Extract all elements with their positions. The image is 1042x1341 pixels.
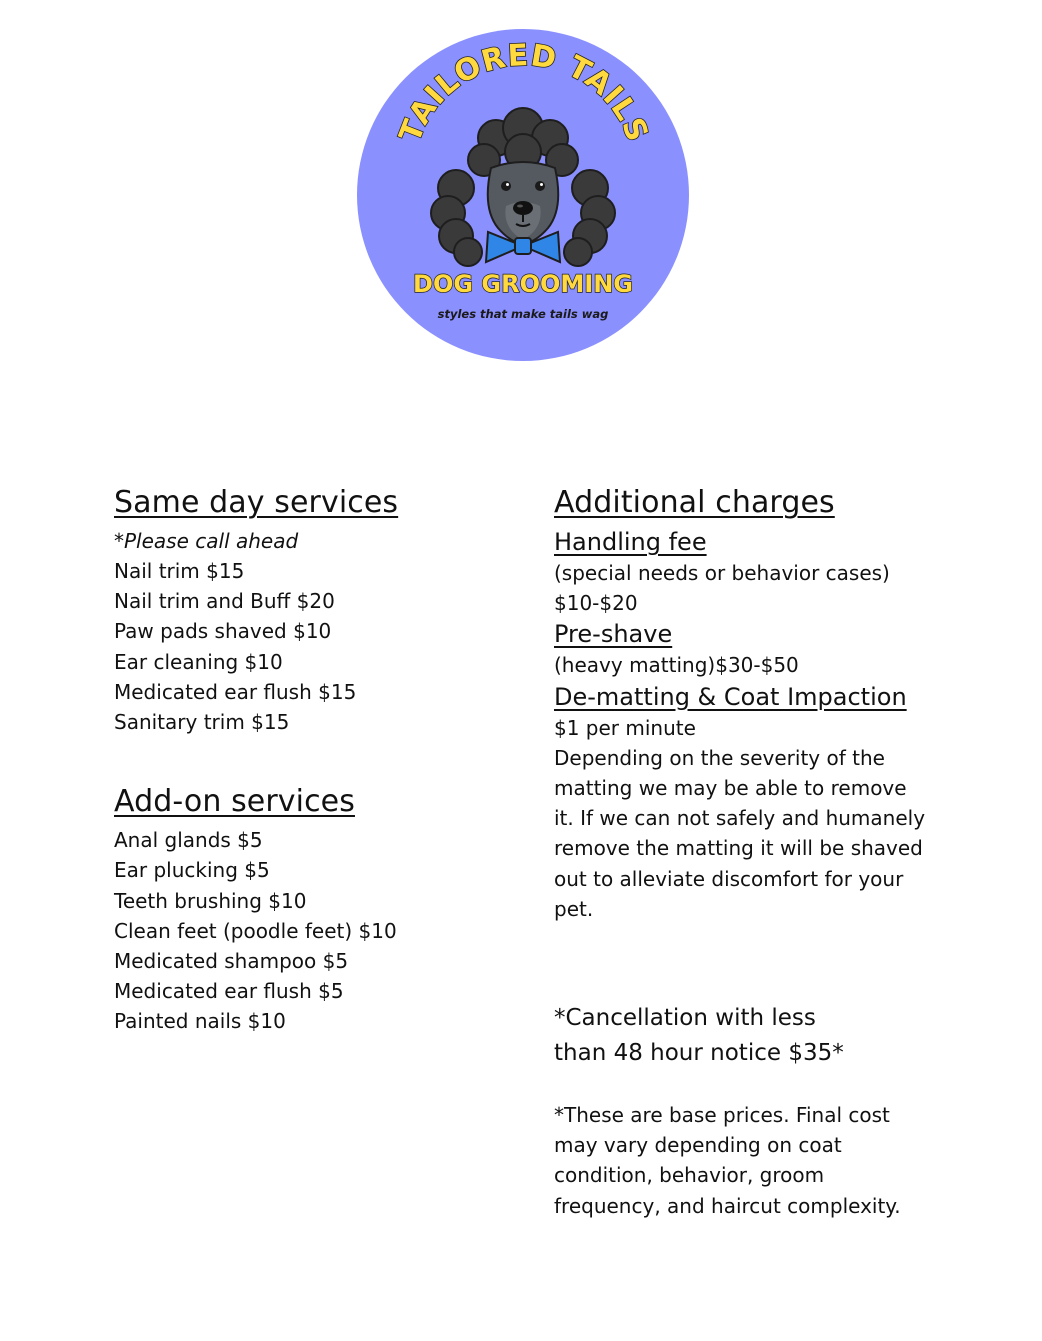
list-item: Anal glands $5	[114, 828, 263, 853]
list-item: Teeth brushing $10	[114, 888, 307, 913]
list-item: Paw pads shaved $10	[114, 619, 332, 644]
cancellation-line: *Cancellation with less	[554, 1005, 816, 1031]
logo-graphic	[356, 28, 690, 362]
cancellation-policy	[554, 1001, 954, 1071]
base-prices-note	[554, 1100, 954, 1221]
list-item: Medicated shampoo $5	[114, 949, 349, 974]
handling-fee-description: (special needs or behavior cases)	[554, 561, 890, 585]
right-column	[554, 484, 954, 924]
dematting-description	[554, 743, 954, 924]
same-day-list	[114, 556, 524, 737]
call-ahead-note: *Please call ahead	[114, 529, 299, 553]
list-item: Painted nails $10	[114, 1009, 286, 1034]
addon-list	[114, 825, 524, 1036]
base-prices-line: condition, behavior, groom	[554, 1163, 825, 1188]
paragraph-line: pet.	[554, 896, 594, 921]
business-logo	[356, 28, 690, 362]
list-item: Nail trim and Buff $20	[114, 589, 335, 614]
list-item: Ear plucking $5	[114, 858, 270, 883]
paragraph-line: Depending on the severity of the	[554, 745, 885, 770]
dematting-rate: $1 per minute	[554, 715, 696, 740]
logo-main-text: DOG GROOMING	[413, 270, 633, 298]
addon-heading: Add-on services	[114, 784, 355, 820]
preshave-price: (heavy matting)$30-$50	[554, 653, 799, 678]
base-prices-line: frequency, and haircut complexity.	[554, 1193, 901, 1218]
paragraph-line: it. If we can not safely and humanely	[554, 806, 926, 831]
list-item: Ear cleaning $10	[114, 649, 283, 674]
list-item: Clean feet (poodle feet) $10	[114, 918, 397, 943]
logo-title: TAILORED TAILS	[392, 38, 656, 148]
logo-tagline: styles that make tails wag	[437, 307, 609, 321]
list-item: Medicated ear flush $5	[114, 979, 344, 1004]
preshave-title: Pre-shave	[554, 620, 673, 649]
cancellation-line: than 48 hour notice $35*	[554, 1040, 844, 1066]
base-prices-line: may vary depending on coat	[554, 1133, 842, 1158]
list-item: Medicated ear flush $15	[114, 679, 357, 704]
same-day-heading: Same day services	[114, 485, 399, 520]
handling-fee-title: Handling fee	[554, 528, 707, 556]
base-prices-line: *These are base prices. Final cost	[554, 1103, 890, 1127]
list-item: Nail trim $15	[114, 559, 245, 583]
list-item: Sanitary trim $15	[114, 710, 290, 735]
paragraph-line: out to alleviate discomfort for your	[554, 866, 904, 891]
left-column	[114, 484, 524, 1037]
dematting-title: De-matting & Coat Impaction	[554, 682, 907, 711]
handling-fee-price: $10-$20	[554, 591, 638, 616]
additional-charges-heading: Additional charges	[554, 485, 835, 520]
paragraph-line: remove the matting it will be shaved	[554, 836, 923, 861]
paragraph-line: matting we may be able to remove	[554, 776, 907, 801]
